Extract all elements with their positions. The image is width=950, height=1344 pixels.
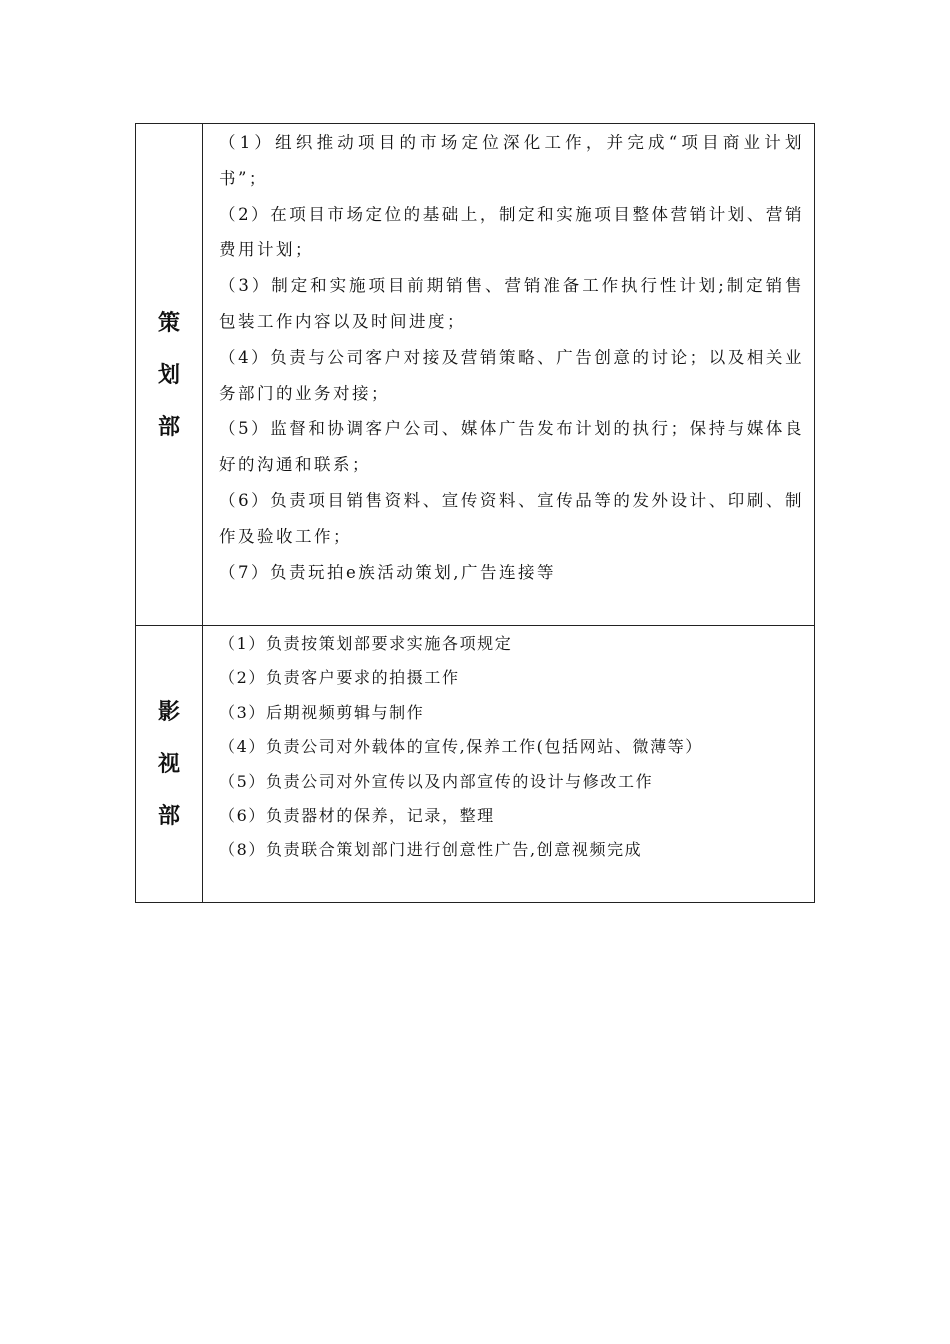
- department-name: 策划部: [158, 309, 181, 440]
- duty-item: （5）监督和协调客户公司、媒体广告发布计划的执行；保持与媒体良好的沟通和联系；: [219, 419, 804, 475]
- department-row-planning: [136, 124, 815, 626]
- department-name: 影视部: [158, 699, 181, 829]
- duty-item: （3）制定和实施项目前期销售、营销准备工作执行性计划;制定销售包装工作内容以及时间进度；: [219, 276, 804, 331]
- duty-item: （2）在项目市场定位的基础上，制定和实施项目整体营销计划、营销费用计划；: [219, 204, 804, 260]
- duty-item: （2）负责客户要求的拍摄工作: [219, 668, 460, 688]
- duty-item: （4）负责公司对外载体的宣传,保养工作(包括网站、微薄等）: [219, 737, 703, 757]
- duty-item: （1）组织推动项目的市场定位深化工作，并完成“项目商业计划书”；: [219, 133, 804, 188]
- duties-cell: [203, 124, 815, 626]
- duty-item: （7）负责玩拍e族活动策划,广告连接等: [219, 562, 557, 582]
- department-row-video: [136, 626, 815, 903]
- department-duties-table: [135, 123, 815, 903]
- duty-item: （4）负责与公司客户对接及营销策略、广告创意的讨论；以及相关业务部门的业务对接；: [219, 347, 804, 403]
- duty-list: [219, 626, 804, 868]
- duty-item: （1）负责按策划部要求实施各项规定: [219, 634, 513, 653]
- department-name-cell: [136, 626, 203, 903]
- duty-item: （5）负责公司对外宣传以及内部宣传的设计与修改工作: [219, 771, 654, 791]
- duty-item: （6）负责项目销售资料、宣传资料、宣传品等的发外设计、印刷、制作及验收工作；: [219, 490, 804, 546]
- duties-cell: [203, 626, 815, 903]
- duty-item: （8）负责联合策划部门进行创意性广告,创意视频完成: [219, 840, 643, 860]
- department-name-cell: [136, 124, 203, 626]
- duty-item: （3）后期视频剪辑与制作: [219, 702, 425, 722]
- duty-list: [219, 124, 804, 590]
- duty-item: （6）负责器材的保养，记录，整理: [219, 806, 495, 826]
